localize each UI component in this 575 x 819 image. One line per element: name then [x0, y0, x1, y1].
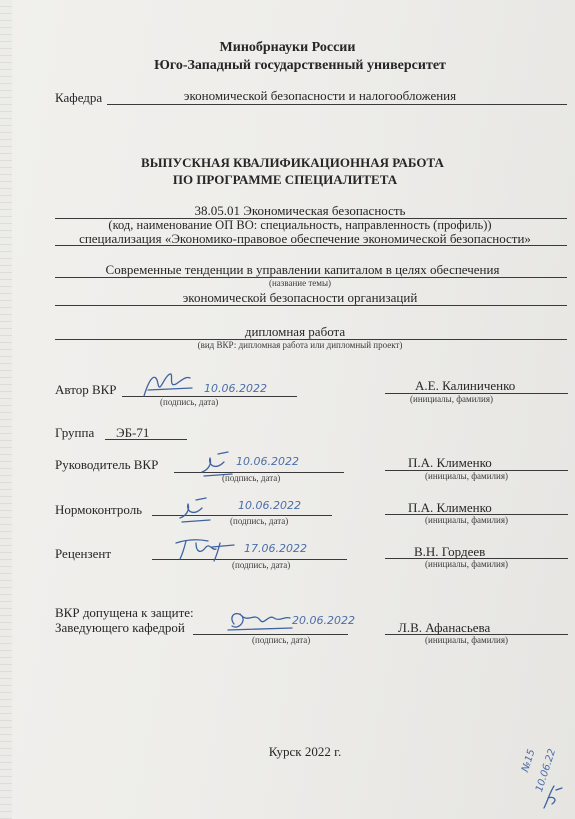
- reviewer-sig-caption: (подпись, дата): [232, 560, 291, 570]
- admission-name-caption: (инициалы, фамилия): [425, 635, 508, 645]
- margin-note-date: 10.06.22: [534, 747, 559, 794]
- reviewer-name-caption: (инициалы, фамилия): [425, 559, 508, 569]
- department-underline: [107, 104, 567, 105]
- city-year: Курск 2022 г.: [268, 744, 342, 759]
- program-caption: (код, наименование ОП ВО: специальность, направленность (профиль)): [108, 218, 492, 232]
- admission-line1: ВКР допущена к защите:: [55, 605, 194, 620]
- author-name: А.Е. Калиниченко: [415, 378, 516, 393]
- group-underline: [105, 439, 187, 440]
- group-value: ЭБ-71: [116, 425, 150, 440]
- supervisor-sig-date: 10.06.2022: [236, 455, 299, 468]
- topic-line1: Современные тенденции в управлении капиталом в целях обеспечения: [105, 262, 500, 277]
- work-title-line2: ПО ПРОГРАММЕ СПЕЦИАЛИТЕТА: [172, 172, 398, 187]
- department-name: экономической безопасности и налогообложения: [183, 88, 457, 103]
- admission-signature: [224, 606, 296, 638]
- author-sig-date: 10.06.2022: [204, 382, 267, 395]
- normcontrol-label: Нормоконтроль: [55, 502, 143, 517]
- normcontrol-name: П.А. Клименко: [408, 500, 492, 515]
- normcontrol-sig-date: 10.06.2022: [238, 499, 301, 512]
- specialization: специализация «Экономико-правовое обеспечение экономической безопасности»: [79, 231, 531, 246]
- admission-sig-date: 20.06.2022: [292, 614, 355, 627]
- work-title-line1: ВЫПУСКНАЯ КВАЛИФИКАЦИОННАЯ РАБОТА: [141, 155, 444, 170]
- supervisor-name-caption: (инициалы, фамилия): [425, 471, 508, 481]
- group-label: Группа: [55, 425, 95, 440]
- reviewer-label: Рецензент: [55, 546, 112, 561]
- author-label: Автор ВКР: [55, 382, 117, 397]
- normcontrol-signature: [176, 494, 216, 524]
- admission-sig-caption: (подпись, дата): [252, 635, 311, 645]
- binding-holes: [0, 0, 12, 819]
- supervisor-sig-caption: (подпись, дата): [222, 473, 281, 483]
- reviewer-name: В.Н. Гордеев: [414, 544, 486, 559]
- topic-underline2: [55, 305, 567, 306]
- department-label: Кафедра: [55, 90, 103, 105]
- work-type-caption: (вид ВКР: дипломная работа или дипломный проект): [197, 340, 403, 350]
- program-code: 38.05.01 Экономическая безопасность: [194, 203, 406, 218]
- margin-note-number: №15: [520, 748, 538, 774]
- ministry-name: Минобрнауки России: [219, 40, 356, 55]
- admission-label: Заведующего кафедрой: [55, 620, 185, 635]
- normcontrol-sig-caption: (подпись, дата): [230, 516, 289, 526]
- supervisor-name: П.А. Клименко: [408, 455, 492, 470]
- topic-line2: экономической безопасности организаций: [182, 290, 418, 305]
- admission-name: Л.В. Афанасьева: [398, 620, 491, 635]
- normcontrol-name-caption: (инициалы, фамилия): [425, 515, 508, 525]
- specialization-underline: [55, 245, 567, 246]
- university-name: Юго-Западный государственный университет: [154, 58, 446, 73]
- author-name-caption: (инициалы, фамилия): [410, 394, 493, 404]
- work-type: дипломная работа: [244, 324, 346, 339]
- author-sig-caption: (подпись, дата): [160, 397, 219, 407]
- topic-caption: (название темы): [268, 278, 332, 288]
- reviewer-sig-date: 17.06.2022: [244, 542, 307, 555]
- margin-note-signature: [540, 782, 564, 812]
- supervisor-label: Руководитель ВКР: [55, 457, 159, 472]
